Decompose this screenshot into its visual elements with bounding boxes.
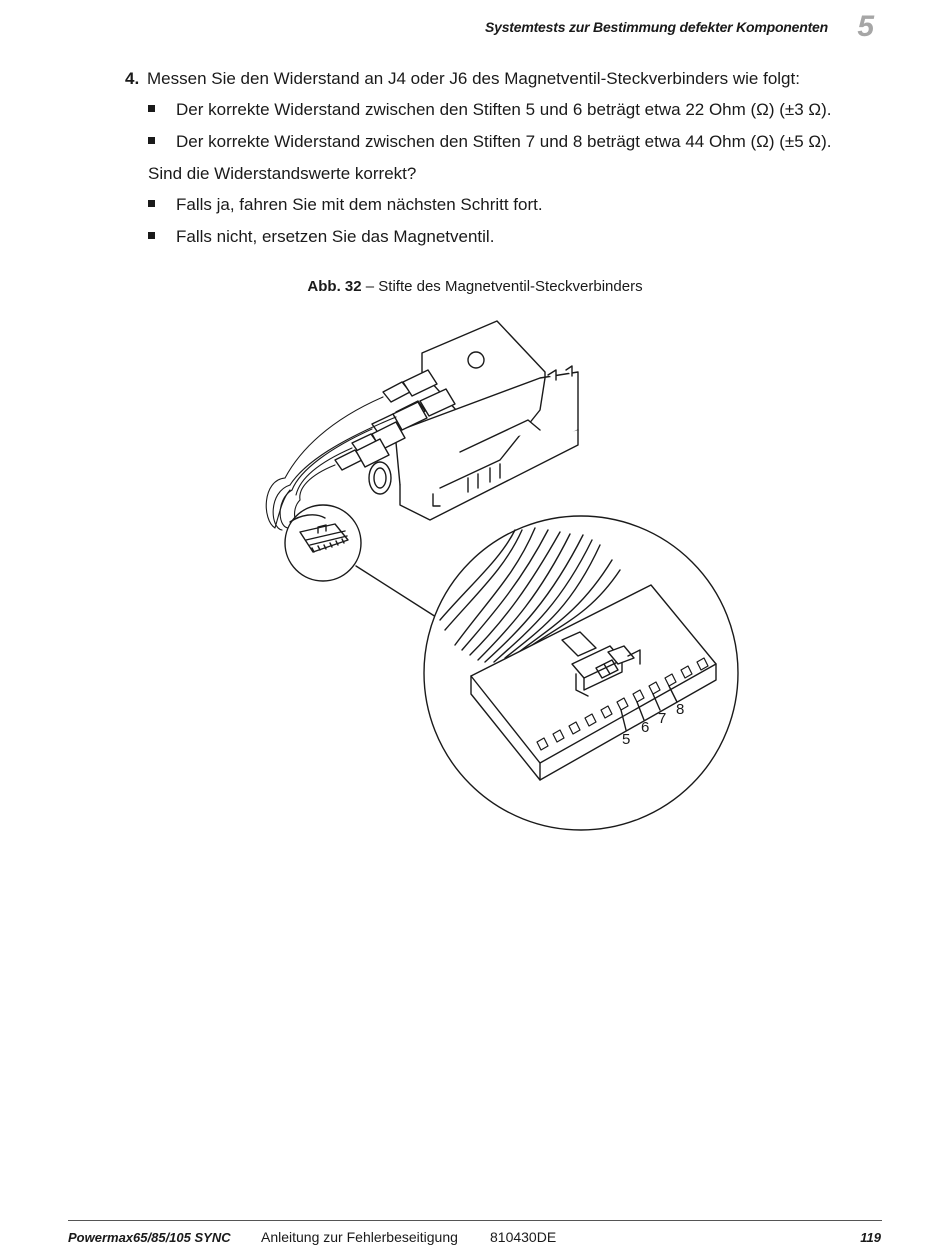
pin-label-8: 8: [676, 701, 685, 718]
connector-magnifier-large: [424, 516, 738, 830]
figure-caption: [0, 278, 950, 295]
magnifier-leader-line: [356, 566, 436, 617]
bullet-text: Der korrekte Widerstand zwischen den Stiften 7 und 8 beträgt etwa 44 Ohm (Ω) (±5 Ω).: [176, 132, 832, 151]
step-4: [125, 69, 800, 89]
bullet-text: Falls ja, fahren Sie mit dem nächsten Schritt fort.: [176, 195, 543, 214]
bullet-text: Falls nicht, ersetzen Sie das Magnetventil.: [176, 227, 495, 246]
page-number: 119: [860, 1230, 881, 1245]
step-text: Messen Sie den Widerstand an J4 oder J6 des Magnetventil-Steckverbinders wie folgt:: [147, 69, 800, 88]
list-item: [148, 100, 832, 120]
figure-number: Abb. 32: [307, 278, 362, 295]
header-title: Systemtests zur Bestimmung defekter Komponenten: [484, 19, 828, 35]
list-item: [148, 227, 494, 247]
bullet-icon: [148, 232, 155, 239]
footer-divider: [68, 1220, 882, 1221]
footer-product: Powermax65/85/105 SYNC: [68, 1230, 231, 1245]
pin-label-5: 5: [622, 731, 631, 748]
bullet-icon: [148, 105, 155, 112]
bullet-icon: [148, 137, 155, 144]
figure-caption-text: – Stifte des Magnetventil-Steckverbinders: [365, 278, 643, 295]
bullet-text: Der korrekte Widerstand zwischen den Stiften 5 und 6 beträgt etwa 22 Ohm (Ω) (±3 Ω).: [176, 100, 832, 119]
solenoid-connector-illustration: [255, 318, 750, 833]
footer-document-title: Anleitung zur Fehlerbeseitigung: [261, 1229, 458, 1245]
connector-magnifier-small: [285, 505, 361, 581]
chapter-number: 5: [857, 10, 874, 43]
pin-label-7: 7: [658, 710, 667, 727]
list-item: [148, 132, 832, 152]
list-item: [148, 195, 543, 215]
step-number: 4.: [125, 69, 140, 88]
footer-part-number: 810430DE: [490, 1229, 557, 1245]
question-text: Sind die Widerstandswerte korrekt?: [148, 164, 417, 183]
pin-label-6: 6: [641, 719, 650, 736]
bullet-icon: [148, 200, 155, 207]
